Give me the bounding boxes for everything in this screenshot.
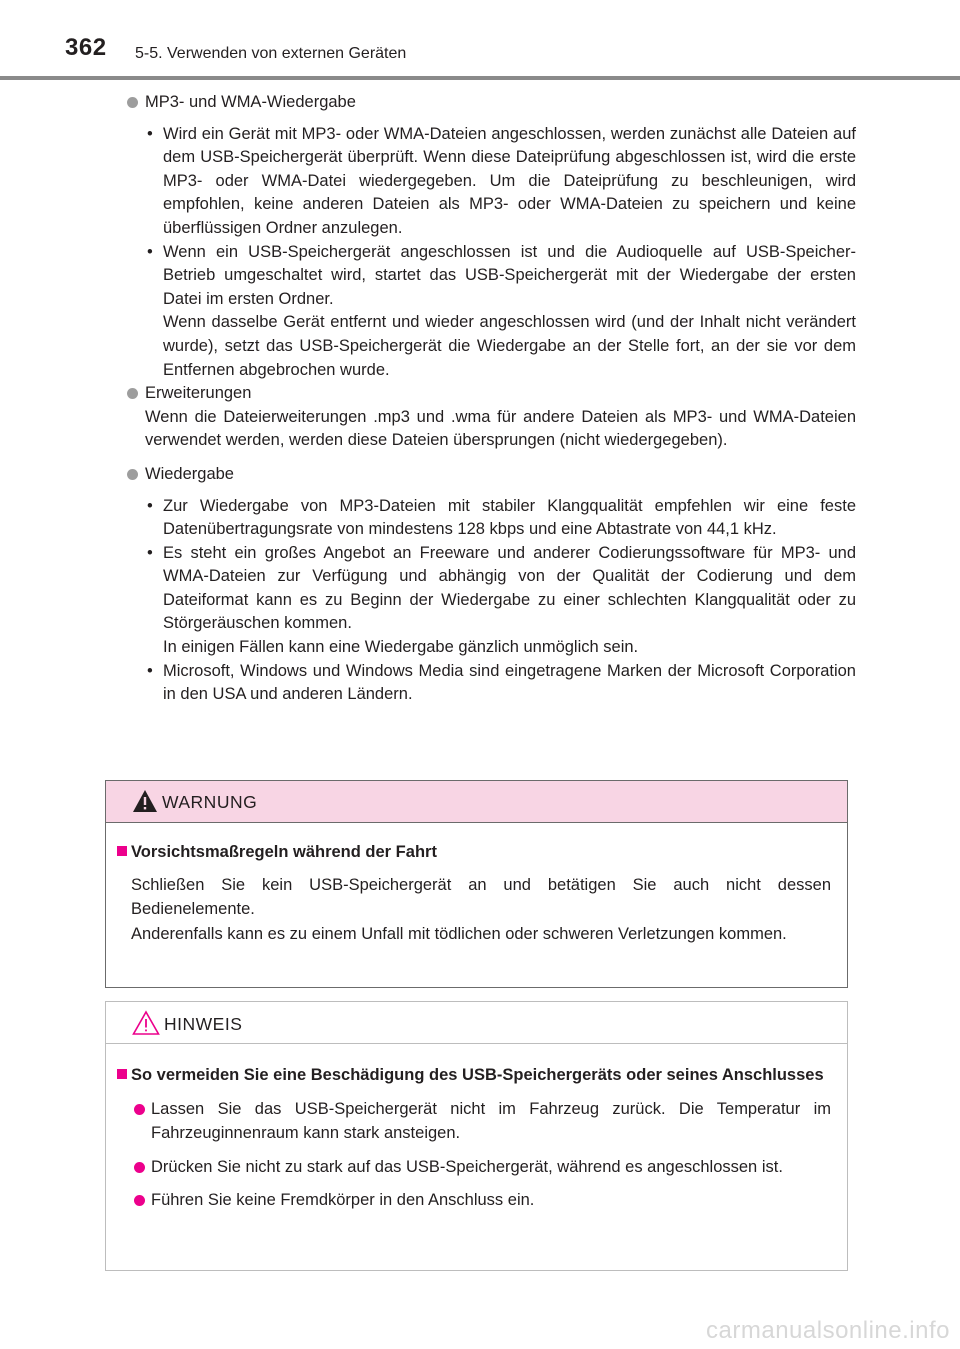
- notice-header: [106, 1002, 847, 1044]
- warning-box: [105, 780, 848, 988]
- warning-paragraph: Schließen Sie kein USB-Speichergerät an und betätigen Sie auch nicht dessen Bedienelemente.: [131, 875, 831, 918]
- section-heading-text: Wiedergabe: [145, 464, 234, 483]
- notice-item-text: Drücken Sie nicht zu stark auf das USB-Speichergerät, während es angeschlossen ist.: [151, 1157, 783, 1176]
- section-heading-extensions: [123, 382, 856, 406]
- warning-heading: [117, 840, 831, 865]
- list-item: [123, 660, 856, 707]
- notice-title: HINWEIS: [164, 1014, 243, 1034]
- section-heading-mp3: [123, 91, 856, 115]
- list-item-text: Wenn dasselbe Gerät entfernt und wieder angeschlossen wird (und der Inhalt nicht verändert wurde), setzt das USB-Speichergerät die Wiedergabe an der Stelle fort, an der sie vor dem Entfernen abgebrochen wurde.: [163, 313, 856, 379]
- magenta-bullet-icon: [134, 1195, 145, 1206]
- gray-bullet-icon: [127, 388, 138, 399]
- magenta-bullet-icon: [134, 1104, 145, 1115]
- notice-heading-text: So vermeiden Sie eine Beschädigung des USB-Speichergeräts oder seines Anschlusses: [131, 1066, 824, 1084]
- page-header: [0, 0, 960, 90]
- notice-item-text: Lassen Sie das USB-Speichergerät nicht im Fahrzeug zurück. Die Temperatur im Fahrzeuginnenraum kann stark ansteigen.: [151, 1099, 831, 1142]
- gray-bullet-icon: [127, 469, 138, 480]
- notice-list-item: [117, 1188, 831, 1213]
- section-title: 5-5. Verwenden von externen Geräten: [135, 45, 407, 62]
- magenta-square-icon: [117, 846, 127, 856]
- header-rule: [0, 76, 960, 80]
- caution-triangle-outline-icon: [132, 1010, 160, 1036]
- playback-list: [123, 495, 856, 707]
- notice-list-item: [117, 1155, 831, 1180]
- notice-box: [105, 1001, 848, 1271]
- list-item: [123, 542, 856, 660]
- magenta-bullet-icon: [134, 1162, 145, 1173]
- list-item-text: Wird ein Gerät mit MP3- oder WMA-Dateien angeschlossen, werden zunächst alle Dateien auf dem USB-Speichergerät überprüft. Wenn diese Dateiprüfung abgeschlossen ist, wird die erste MP3- oder WMA-Datei wiedergegeben. Um die Dateiprüfung zu beschleunigen, wird empfohlen, keine anderen Dateien als MP3- oder WMA-Dateien zu speichern und keine überflüssigen Ordner anzulegen.: [163, 124, 856, 237]
- magenta-square-icon: [117, 1069, 127, 1079]
- warning-body: [117, 840, 831, 946]
- notice-body: [117, 1063, 831, 1213]
- gray-bullet-icon: [127, 97, 138, 108]
- warning-heading-text: Vorsichtsmaßregeln während der Fahrt: [131, 843, 437, 861]
- list-item-text: In einigen Fällen kann eine Wiedergabe gänzlich unmöglich sein.: [163, 638, 639, 657]
- list-item-text: Microsoft, Windows und Windows Media sind eingetragene Marken der Microsoft Corporation in den USA und anderen Ländern.: [163, 661, 856, 704]
- warning-title: WARNUNG: [162, 792, 258, 812]
- extensions-text: Wenn die Dateierweiterungen .mp3 und .wma für andere Dateien als MP3- und WMA-Dateien verwendet werden, werden diese Dateien übersprungen (nicht wiedergegeben).: [145, 407, 856, 450]
- warning-paragraph: Anderenfalls kann es zu einem Unfall mit tödlichen oder schweren Verletzungen kommen.: [131, 924, 787, 943]
- mp3-list: [123, 123, 856, 383]
- notice-heading: [117, 1063, 831, 1088]
- watermark: carmanualsonline.info: [706, 1317, 950, 1344]
- list-item: [123, 123, 856, 241]
- list-item-text: Es steht ein großes Angebot an Freeware und anderer Codierungssoftware für MP3- und WMA-Dateien zur Verfügung und abhängig von der Qualität der Codierung und dem Dateiformat kann es zu Beginn der Wiedergabe zu einer schlechten Klangqualität oder zu Störgeräuschen kommen.: [163, 543, 856, 633]
- notice-item-text: Führen Sie keine Fremdkörper in den Anschluss ein.: [151, 1191, 535, 1209]
- bullet-glyph: •: [147, 543, 153, 562]
- section-heading-text: MP3- und WMA-Wiedergabe: [145, 93, 356, 111]
- notice-list-item: [117, 1097, 831, 1146]
- warning-header: [106, 781, 847, 823]
- bullet-glyph: •: [147, 661, 153, 680]
- section-heading-text: Erweiterungen: [145, 384, 252, 403]
- section-heading-playback: [123, 463, 856, 487]
- list-item-text: Zur Wiedergabe von MP3-Dateien mit stabiler Klangqualität empfehlen wir eine feste Datenübertragungsrate von mindestens 128 kbps und eine Abtastrate von 44,1 kHz.: [163, 496, 856, 539]
- bullet-glyph: •: [147, 496, 153, 515]
- main-content: [123, 91, 856, 707]
- page-number: 362: [65, 34, 107, 61]
- list-item: [123, 495, 856, 542]
- bullet-glyph: •: [147, 242, 153, 261]
- warning-triangle-icon: [132, 789, 158, 813]
- bullet-glyph: •: [147, 124, 153, 143]
- list-item: [123, 241, 856, 383]
- list-item-text: Wenn ein USB-Speichergerät angeschlossen ist und die Audioquelle auf USB-Speicher-Betrieb umgeschaltet wird, startet das USB-Speichergerät mit der Wiedergabe der ersten Datei im ersten Ordner.: [163, 242, 856, 308]
